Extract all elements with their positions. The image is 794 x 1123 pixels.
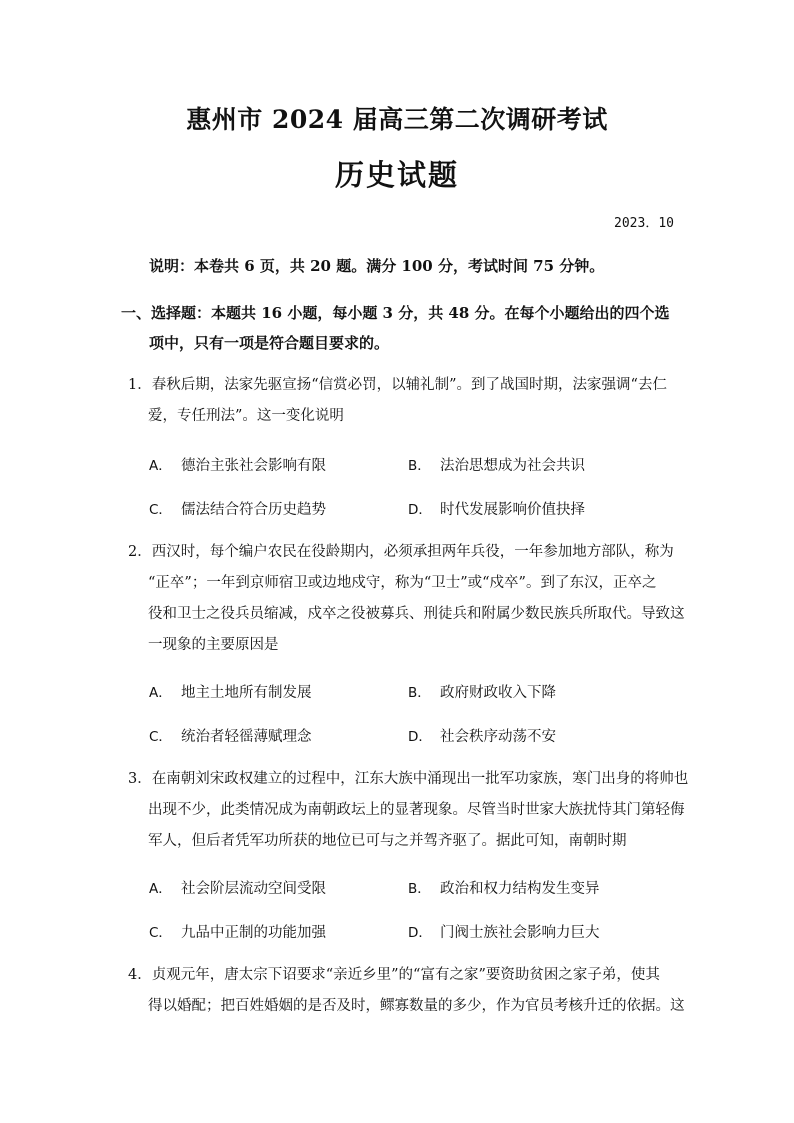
question-3-option-d[interactable]	[408, 921, 600, 942]
option-letter: D．	[408, 925, 432, 941]
option-text: 德治主张社会影响有限	[181, 458, 326, 474]
option-text: 儒法结合符合历史趋势	[181, 502, 326, 518]
option-letter: B．	[408, 881, 431, 897]
question-3	[128, 764, 689, 857]
option-letter: C．	[149, 729, 172, 745]
question-3-option-c[interactable]	[149, 921, 326, 942]
question-3-option-b[interactable]	[408, 877, 600, 898]
option-text: 九品中正制的功能加强	[181, 925, 326, 941]
question-1-option-c[interactable]	[149, 498, 326, 519]
question-1-line-1: 1．春秋后期，法家先驱宣扬“信赏必罚，以辅礼制”。到了战国时期，法家强调“去仁	[128, 377, 667, 393]
option-text: 社会秩序动荡不安	[440, 729, 556, 745]
option-text: 政治和权力结构发生变异	[440, 881, 600, 897]
option-letter: A．	[149, 881, 172, 897]
question-3-option-a[interactable]	[149, 877, 326, 898]
question-4	[128, 960, 685, 1022]
section-heading-line-1: 一、选择题：本题共 16 小题，每小题 3 分，共 48 分。在每个小题给出的四个选	[121, 304, 670, 322]
exam-date: 2023．10	[614, 216, 674, 231]
option-text: 社会阶层流动空间受限	[181, 881, 326, 897]
question-2-option-a[interactable]	[149, 681, 312, 702]
question-4-line-1: 4．贞观元年，唐太宗下诏要求“亲近乡里”的“富有之家”要资助贫困之家子弟，使其	[128, 967, 660, 983]
option-text: 统治者轻徭薄赋理念	[181, 729, 312, 745]
option-text: 法治思想成为社会共识	[440, 458, 585, 474]
question-3-line-2: 出现不少，此类情况成为南朝政坛上的显著现象。尽管当时世家大族扰恃其门第轻侮	[148, 802, 685, 818]
option-letter: C．	[149, 925, 172, 941]
exam-title: 惠州市 2024 届高三第二次调研考试	[186, 105, 608, 134]
section-heading-line-2: 项中，只有一项是符合题目要求的。	[149, 334, 390, 352]
question-3-line-3: 军人，但后者凭军功所获的地位已可与之并驾齐驱了。据此可知，南朝时期	[148, 833, 627, 849]
question-1-option-a[interactable]	[149, 454, 326, 475]
exam-subtitle: 历史试题	[334, 158, 459, 192]
option-letter: A．	[149, 685, 172, 701]
question-1-option-b[interactable]	[408, 454, 585, 475]
section-heading	[121, 298, 681, 358]
question-2	[128, 537, 685, 661]
option-letter: D．	[408, 729, 432, 745]
question-2-line-3: 役和卫士之役兵员缩减，戍卒之役被募兵、刑徒兵和附属少数民族兵所取代。导致这	[148, 606, 685, 622]
option-text: 政府财政收入下降	[440, 685, 556, 701]
question-1	[128, 370, 674, 432]
option-letter: B．	[408, 685, 431, 701]
option-text: 地主土地所有制发展	[181, 685, 312, 701]
option-text: 时代发展影响价值抉择	[440, 502, 585, 518]
question-2-option-b[interactable]	[408, 681, 556, 702]
exam-instructions: 说明：本卷共 6 页，共 20 题。满分 100 分，考试时间 75 分钟。	[149, 257, 605, 275]
option-text: 门阀士族社会影响力巨大	[440, 925, 600, 941]
question-1-line-2: 爱，专任刑法”。这一变化说明	[148, 408, 344, 424]
question-2-line-4: 一现象的主要原因是	[148, 637, 279, 653]
question-3-line-1: 3．在南朝刘宋政权建立的过程中，江东大族中涌现出一批军功家族，寒门出身的将帅也	[128, 771, 689, 787]
question-4-line-2: 得以婚配；把百姓婚姻的是否及时，鳏寡数量的多少，作为官员考核升迁的依据。这	[148, 998, 685, 1014]
option-letter: D．	[408, 502, 432, 518]
option-letter: A．	[149, 458, 172, 474]
question-1-option-d[interactable]	[408, 498, 585, 519]
option-letter: B．	[408, 458, 431, 474]
question-2-line-2: “正卒”；一年到京师宿卫或边地戍守，称为“卫士”或“戍卒”。到了东汉，正卒之	[148, 575, 657, 591]
question-2-option-c[interactable]	[149, 725, 312, 746]
question-2-option-d[interactable]	[408, 725, 556, 746]
option-letter: C．	[149, 502, 172, 518]
question-2-line-1: 2．西汉时，每个编户农民在役龄期内，必须承担两年兵役，一年参加地方部队，称为	[128, 544, 674, 560]
